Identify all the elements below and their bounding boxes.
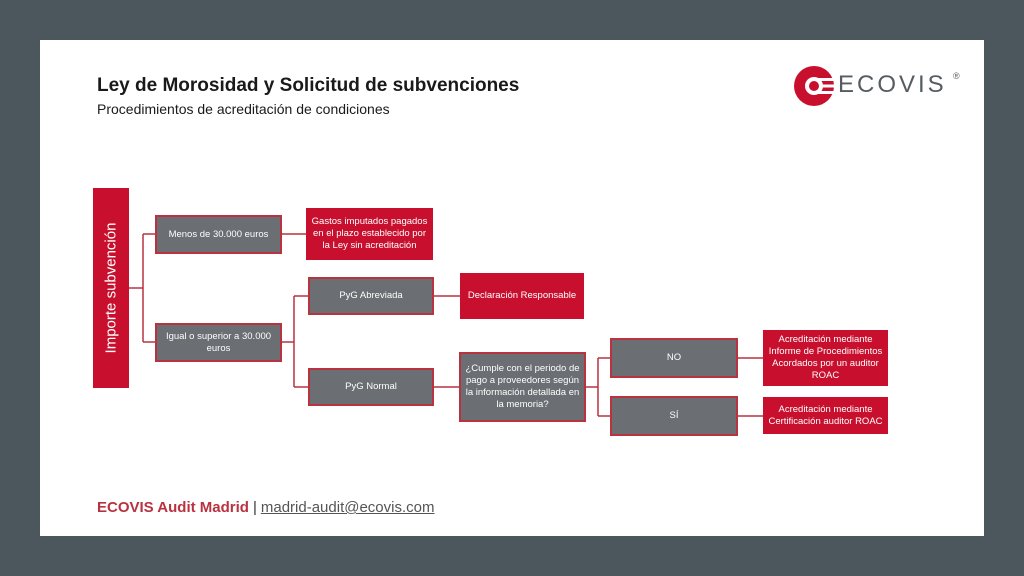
footer-email-link[interactable]: madrid-audit@ecovis.com <box>260 499 435 516</box>
footer <box>97 499 434 516</box>
node-menos-30000: Menos de 30.000 euros <box>155 215 282 254</box>
logo-registered-mark: ® <box>953 71 960 81</box>
slide <box>40 40 984 536</box>
root-label: Importe subvención <box>102 222 120 354</box>
logo-text: ECOVIS <box>838 71 947 98</box>
node-acreditacion-procedimientos: Acreditación mediante Informe de Procedimientos Acordados por un auditor ROAC <box>763 330 888 386</box>
node-pyg-abreviada: PyG Abreviada <box>308 277 434 315</box>
node-si: SÍ <box>610 396 738 436</box>
page-title: Ley de Morosidad y Solicitud de subvenciones <box>97 75 520 96</box>
page-subtitle: Procedimientos de acreditación de condiciones <box>97 101 390 117</box>
root-importe-subvencion <box>93 188 129 388</box>
node-igual-superior-30000: Igual o superior a 30.000 euros <box>155 323 282 362</box>
node-declaracion-responsable: Declaración Responsable <box>460 273 584 319</box>
node-no: NO <box>610 338 738 378</box>
footer-separator: | <box>252 499 257 516</box>
node-gastos-imputados: Gastos imputados pagados en el plazo establecido por la Ley sin acreditación <box>306 208 433 260</box>
footer-brand: ECOVIS Audit Madrid <box>97 499 249 516</box>
node-pyg-normal: PyG Normal <box>308 368 434 406</box>
node-pregunta-periodo-pago: ¿Cumple con el periodo de pago a proveedores según la información detallada en la memoria? <box>459 352 586 422</box>
node-acreditacion-certificacion: Acreditación mediante Certificación auditor ROAC <box>763 397 888 434</box>
